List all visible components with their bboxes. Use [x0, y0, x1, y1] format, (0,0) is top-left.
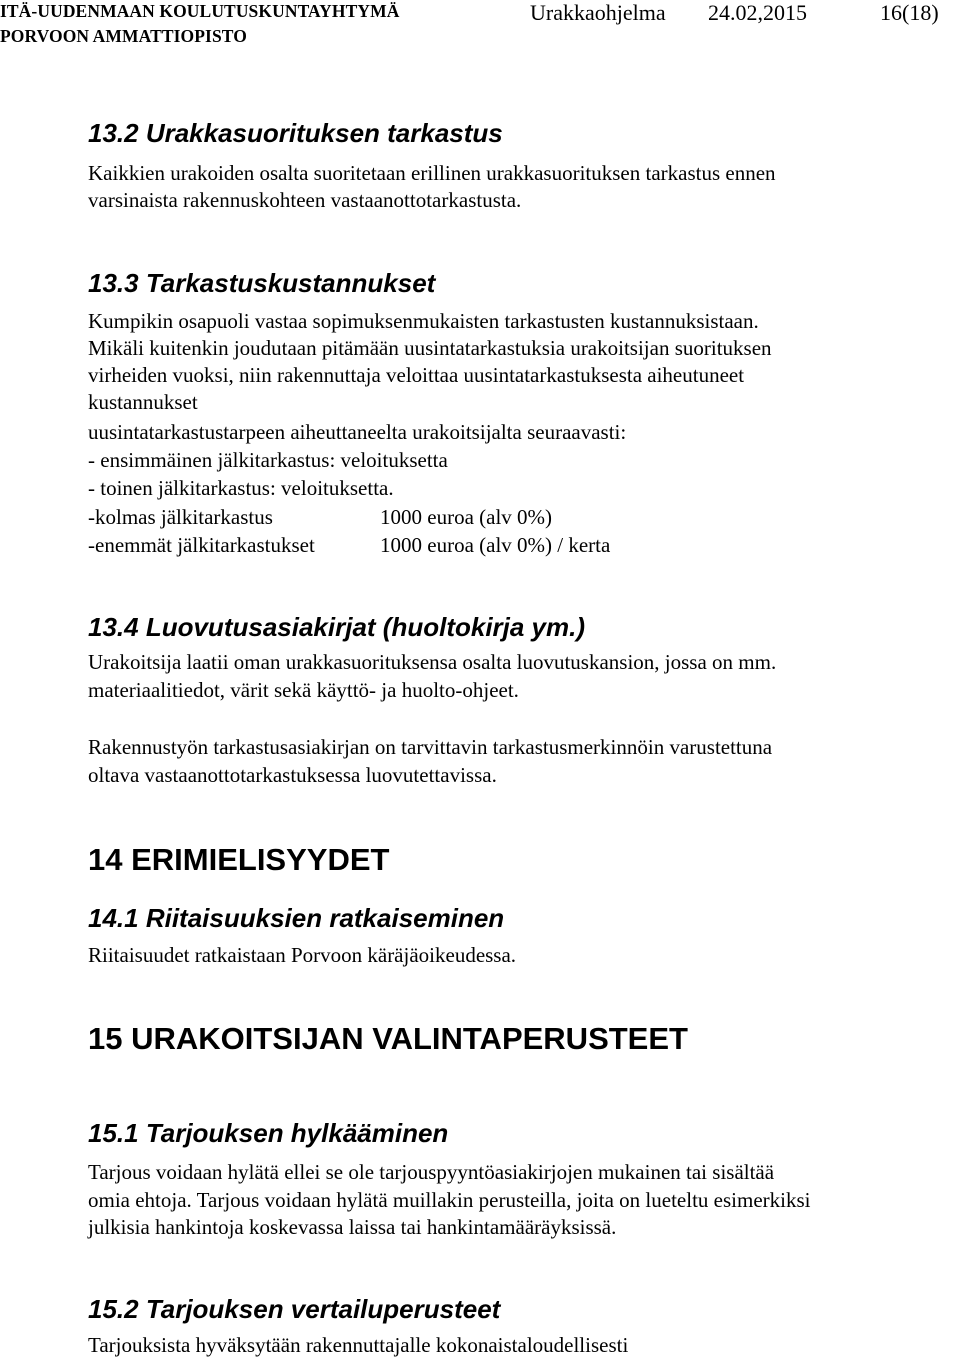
- fee-label: -enemmät jälkitarkastukset: [88, 533, 315, 557]
- heading-15: 15 URAKOITSIJAN VALINTAPERUSTEET: [88, 1021, 688, 1056]
- paragraph-line: omia ehtoja. Tarjous voidaan hylätä muillakin perusteilla, joita on lueteltu esimerkiksi: [88, 1188, 811, 1212]
- list-item: - toinen jälkitarkastus: veloituksetta.: [88, 476, 394, 500]
- paragraph-line: Rakennustyön tarkastusasiakirjan on tarvittavin tarkastusmerkinnöin varustettuna: [88, 735, 773, 759]
- header-school: PORVOON AMMATTIOPISTO: [0, 26, 247, 46]
- heading-13-2: 13.2 Urakkasuorituksen tarkastus: [88, 118, 503, 148]
- paragraph-line: oltava vastaanottotarkastuksessa luovutettavissa.: [88, 763, 497, 787]
- heading-13-3: 13.3 Tarkastuskustannukset: [88, 268, 436, 298]
- paragraph-line: Urakoitsija laatii oman urakkasuorituksensa osalta luovutuskansion, jossa on mm.: [88, 650, 777, 674]
- paragraph-line: virheiden vuoksi, niin rakennuttaja veloittaa uusintatarkastuksesta aiheutuneet: [88, 363, 745, 387]
- paragraph-line: materiaalitiedot, värit sekä käyttö- ja huolto-ohjeet.: [88, 678, 519, 702]
- paragraph-line: Kaikkien urakoiden osalta suoritetaan erillinen urakkasuorituksen tarkastus ennen: [88, 161, 776, 185]
- paragraph-line: Tarjouksista hyväksytään rakennuttajalle kokonaistaloudellisesti: [88, 1333, 629, 1357]
- heading-13-4: 13.4 Luovutusasiakirjat (huoltokirja ym.): [88, 612, 586, 642]
- heading-15-2: 15.2 Tarjouksen vertailuperusteet: [88, 1294, 501, 1324]
- header-page-number: 16(18): [880, 0, 939, 25]
- paragraph-line: julkisia hankintoja koskevassa laissa tai hankintamääräyksissä.: [88, 1215, 617, 1239]
- heading-14: 14 ERIMIELISYYDET: [88, 842, 390, 877]
- paragraph-line: uusintatarkastustarpeen aiheuttaneelta urakoitsijalta seuraavasti:: [88, 420, 627, 444]
- paragraph-line: Mikäli kuitenkin joudutaan pitämään uusintatarkastuksia urakoitsijan suorituksen: [88, 336, 772, 360]
- paragraph-line: Kumpikin osapuoli vastaa sopimuksenmukaisten tarkastusten kustannuksistaan.: [88, 309, 759, 333]
- paragraph-line: Tarjous voidaan hylätä ellei se ole tarjouspyyntöasiakirjojen mukainen tai sisältää: [88, 1160, 775, 1184]
- paragraph-line: Riitaisuudet ratkaistaan Porvoon käräjäoikeudessa.: [88, 943, 517, 967]
- header-organization: ITÄ-UUDENMAAN KOULUTUSKUNTAYHTYMÄ: [0, 1, 400, 21]
- list-item: - ensimmäinen jälkitarkastus: veloituksetta: [88, 448, 448, 472]
- heading-15-1: 15.1 Tarjouksen hylkääminen: [88, 1118, 449, 1148]
- fee-label: -kolmas jälkitarkastus: [88, 505, 273, 529]
- header-document-title: Urakkaohjelma: [530, 0, 666, 25]
- header-date: 24.02,2015: [708, 0, 807, 25]
- heading-14-1: 14.1 Riitaisuuksien ratkaiseminen: [88, 903, 505, 933]
- fee-value: 1000 euroa (alv 0%) / kerta: [380, 533, 611, 557]
- paragraph-line: kustannukset: [88, 390, 198, 414]
- fee-value: 1000 euroa (alv 0%): [380, 505, 553, 529]
- paragraph-line: varsinaista rakennuskohteen vastaanottotarkastusta.: [88, 188, 522, 212]
